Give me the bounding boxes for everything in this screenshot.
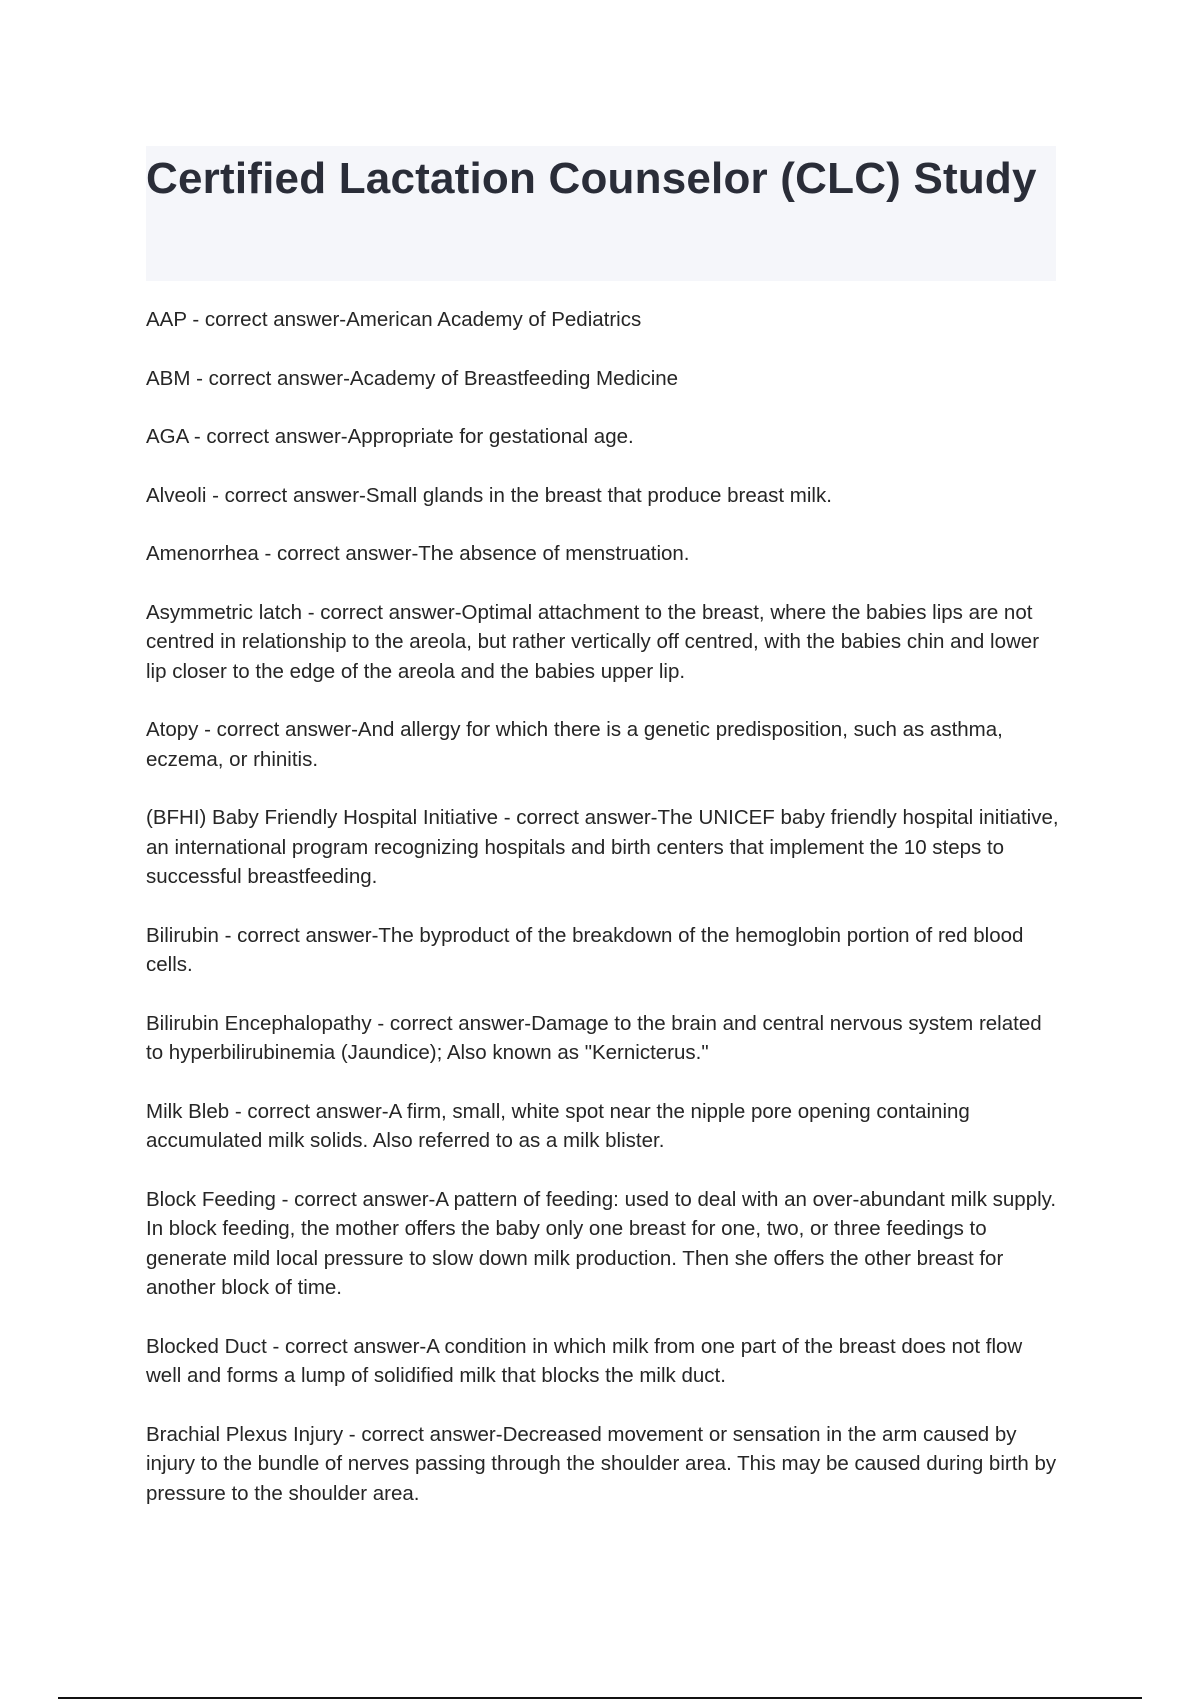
- glossary-entry-blocked-duct: Blocked Duct - correct answer-A condition in which milk from one part of the breast does not flow well and forms a lump of solidified milk that blocks the milk duct.: [146, 1334, 1023, 1387]
- glossary-entry-aap: AAP - correct answer-American Academy of Pediatrics: [146, 308, 642, 331]
- glossary-entry-bilirubin-encephalopathy: Bilirubin Encephalopathy - correct answer-Damage to the brain and central nervous system related to hyperbilirubinemia (Jaundice); Also known as "Kernicterus.": [146, 1011, 1042, 1064]
- page-title: Certified Lactation Counselor (CLC) Study: [146, 154, 1037, 203]
- glossary-entry-brachial-plexus-injury: Brachial Plexus Injury - correct answer-Decreased movement or sensation in the arm caused by injury to the bundle of nerves passing through the shoulder area. This may be caused during birth by pressure to the shoulder area.: [146, 1422, 1057, 1505]
- glossary-list: [146, 305, 1061, 1508]
- footer-divider: [58, 1697, 1142, 1699]
- glossary-entry-abm: ABM - correct answer-Academy of Breastfeeding Medicine: [146, 366, 679, 390]
- glossary-entry-aga: AGA - correct answer-Appropriate for gestational age.: [146, 425, 634, 448]
- glossary-entry-bfhi: (BFHI) Baby Friendly Hospital Initiative - correct answer-The UNICEF baby friendly hospital initiative, an international program recognizing hospitals and birth centers that implement the 10 steps to successful breastfeeding.: [146, 806, 1059, 888]
- title-block: [146, 146, 1056, 281]
- glossary-entry-amenorrhea: Amenorrhea - correct answer-The absence of menstruation.: [146, 542, 690, 565]
- glossary-entry-atopy: Atopy - correct answer-And allergy for which there is a genetic predisposition, such as asthma, eczema, or rhinitis.: [146, 718, 1003, 771]
- glossary-entry-alveoli: Alveoli - correct answer-Small glands in the breast that produce breast milk.: [146, 483, 832, 507]
- glossary-entry-asymmetric-latch: Asymmetric latch - correct answer-Optimal attachment to the breast, where the babies lips are not centred in relationship to the areola, but rather vertically off centred, with the babies chin and lower lip closer to the edge of the areola and the babies upper lip.: [146, 600, 1040, 683]
- glossary-entry-block-feeding: Block Feeding - correct answer-A pattern of feeding: used to deal with an over-abundant milk supply. In block feeding, the mother offers the baby only one breast for one, two, or three feedings to generate mild local pressure to slow down milk production. Then she offers the other breast for another block of time.: [146, 1187, 1057, 1299]
- glossary-entry-bilirubin: Bilirubin - correct answer-The byproduct of the breakdown of the hemoglobin portion of red blood cells.: [146, 923, 1024, 976]
- glossary-entry-milk-bleb: Milk Bleb - correct answer-A firm, small, white spot near the nipple pore opening containing accumulated milk solids. Also referred to as a milk blister.: [146, 1099, 970, 1152]
